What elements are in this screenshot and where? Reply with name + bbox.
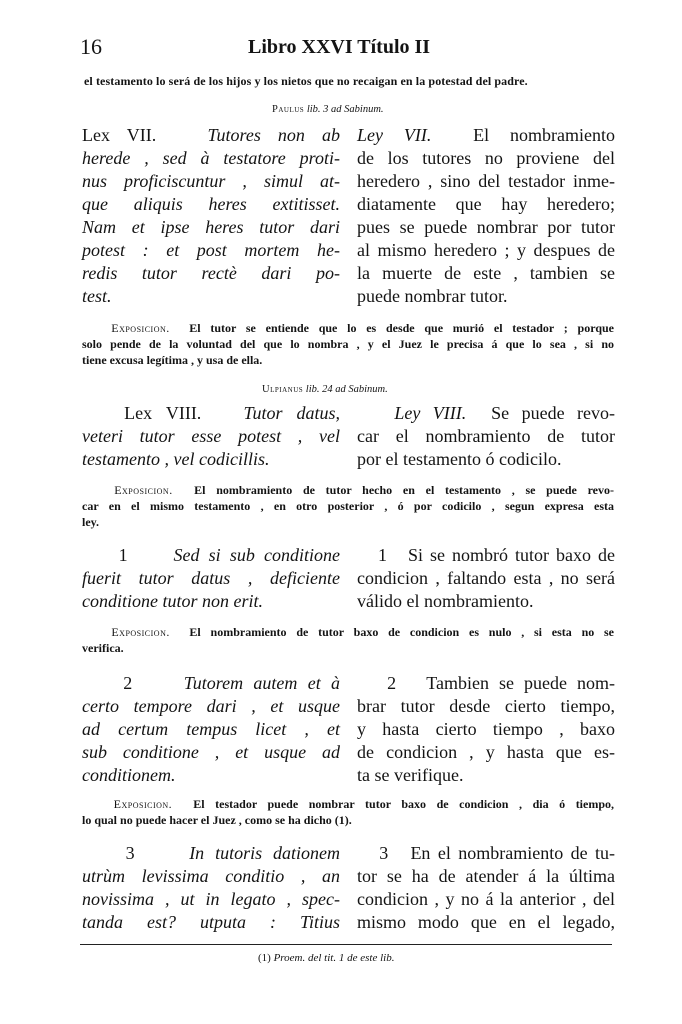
source-reference: lib. 3 ad Sabinum.: [306, 104, 384, 115]
spanish-line: El nombramiento: [473, 125, 615, 145]
spanish-line: heredero , sino del testador inme-: [357, 171, 615, 191]
source-author: Paulus: [272, 104, 305, 115]
footnote: [258, 952, 394, 964]
spanish-line: car el nombramiento de tutor: [357, 426, 615, 446]
exposition-line: El tutor se entiende que lo es desde que murió el testador ; porque: [189, 321, 614, 335]
spanish-law-label: Ley VIII.: [394, 403, 467, 423]
spanish-line: al mismo heredero ; y despues de: [357, 240, 615, 260]
latin-line: utrùm levissima conditio , an: [82, 866, 340, 886]
spanish-text: [357, 402, 615, 471]
spanish-line: diatamente que hay heredero;: [357, 194, 615, 214]
paragraph-number: 3: [379, 843, 389, 863]
exposition-label: Exposicion.: [113, 797, 173, 811]
spanish-text: [357, 544, 615, 613]
spanish-line: por el testamento ó codicilo.: [357, 449, 562, 469]
exposition-line: ley.: [82, 515, 99, 529]
latin-line: test.: [82, 286, 112, 306]
spanish-text: [357, 672, 615, 787]
latin-line: conditione tutor non erit.: [82, 591, 263, 611]
spanish-line: de condicion , y hasta que es-: [357, 742, 615, 762]
footnote-text: Proem. del tit. 1 de este lib.: [273, 952, 395, 964]
latin-line: testamento , vel codicillis.: [82, 449, 270, 469]
source-citation: [262, 384, 388, 395]
exposition-line: El nombramiento de tutor baxo de condicion es nulo , si esta no se: [189, 625, 615, 639]
spanish-line: En el nombramiento de tu-: [410, 843, 616, 863]
exposition-line: lo qual no puede hacer el Juez , como se ha dicho (1).: [82, 813, 352, 827]
latin-line: Sed si sub conditione: [173, 545, 341, 565]
latin-line: veteri tutor esse potest , vel: [82, 426, 340, 446]
exposition-line: El nombramiento de tutor hecho en el testamento , se puede revo-: [194, 483, 614, 497]
latin-line: potest : et post mortem he-: [82, 240, 340, 260]
spanish-line: condicion , faltando esta , no será: [357, 568, 615, 588]
spanish-line: Si se nombró tutor baxo de: [408, 545, 616, 565]
latin-line: tanda est? utputa : Titius: [82, 912, 340, 932]
spanish-text: [357, 124, 615, 308]
page-number: 16: [80, 34, 102, 59]
spanish-line: Tambien se puede nom-: [426, 673, 616, 693]
running-title: Libro XXVI Título II: [248, 36, 431, 58]
exposition-line: car en el mismo testamento , en otro posterior , ó por codicilo , segun expresa esta: [82, 499, 614, 513]
latin-line: novissima , ut in legato , spec-: [82, 889, 340, 909]
spanish-line: ta se verifique.: [357, 765, 464, 785]
spanish-line: y hasta cierto tiempo , baxo: [357, 719, 615, 739]
exposition-label: Exposicion.: [111, 321, 170, 335]
latin-line: que aliquis heres extitisset.: [82, 194, 340, 214]
spanish-line: Se puede revo-: [491, 403, 616, 423]
latin-line: Tutores non ab: [207, 125, 340, 145]
spanish-line: mismo modo que en el legado,: [357, 912, 615, 932]
exposition-line: solo pende de la voluntad del que lo nombra , y el Juez le precisa á que lo sea , si no: [82, 337, 614, 351]
footnote-marker: (1): [258, 952, 271, 964]
latin-text: [82, 544, 340, 613]
spanish-line: tor se ha de atender á la última: [357, 866, 615, 886]
latin-line: ad certum tempus licet , et: [82, 719, 340, 739]
latin-text: [82, 402, 340, 471]
latin-line: certo tempore dari , et usque: [82, 696, 340, 716]
spanish-line: puede nombrar tutor.: [357, 286, 508, 306]
latin-line: sub conditione , et usque ad: [82, 742, 340, 762]
source-author: Ulpianus: [262, 384, 304, 395]
exposition-label: Exposicion.: [114, 483, 173, 497]
footnote-rule: [80, 944, 612, 945]
paragraph-number: 1: [118, 545, 128, 565]
paragraph-number: 3: [125, 843, 135, 863]
exposition: [82, 482, 614, 530]
latin-text: [82, 124, 340, 308]
spanish-line: brar tutor desde cierto tiempo,: [357, 696, 615, 716]
latin-line: redis tutor rectè dari po-: [82, 263, 340, 283]
latin-line: Nam et ipse heres tutor dari: [82, 217, 340, 237]
exposition-line: verifica.: [82, 641, 124, 655]
latin-line: nus proficiscuntur , simul at-: [82, 171, 340, 191]
latin-law-label: Lex VIII.: [124, 403, 202, 423]
spanish-text: [357, 842, 615, 934]
latin-text: [82, 842, 340, 934]
spanish-line: condicion , y no á la anterior , del: [357, 889, 615, 909]
paragraph-number: 2: [123, 673, 133, 693]
latin-line: In tutoris dationem: [189, 843, 341, 863]
source-citation: [272, 104, 384, 115]
exposition: [82, 624, 614, 656]
exposition-line: El testador puede nombrar tutor baxo de condicion , dia ó tiempo,: [193, 797, 615, 811]
spanish-line: de los tutores no proviene del: [357, 148, 615, 168]
exposition: [82, 796, 614, 828]
spanish-law-label: Ley VII.: [357, 125, 432, 145]
latin-line: Tutor datus,: [243, 403, 341, 423]
latin-line: herede , sed à testatore proti-: [82, 148, 340, 168]
exposition: [82, 320, 614, 368]
spanish-line: la muerte de este , tambien se: [357, 263, 615, 283]
latin-text: [82, 672, 340, 787]
latin-line: fuerit tutor datus , deficiente: [82, 568, 340, 588]
spanish-line: pues se puede nombrar por tutor: [357, 217, 615, 237]
continuation-line: el testamento lo será de los hijos y los nietos que no recaigan en la potestad del padre.: [84, 74, 528, 88]
paragraph-number: 1: [378, 545, 388, 565]
exposition-line: tiene excusa legítima , y usa de ella.: [82, 353, 263, 367]
latin-law-label: Lex VII.: [82, 125, 157, 145]
source-reference: lib. 24 ad Sabinum.: [305, 384, 388, 395]
paragraph-number: 2: [387, 673, 397, 693]
exposition-label: Exposicion.: [111, 625, 170, 639]
latin-line: Tutorem autem et à: [183, 673, 341, 693]
spanish-line: válido el nombramiento.: [357, 591, 534, 611]
latin-line: conditionem.: [82, 765, 176, 785]
